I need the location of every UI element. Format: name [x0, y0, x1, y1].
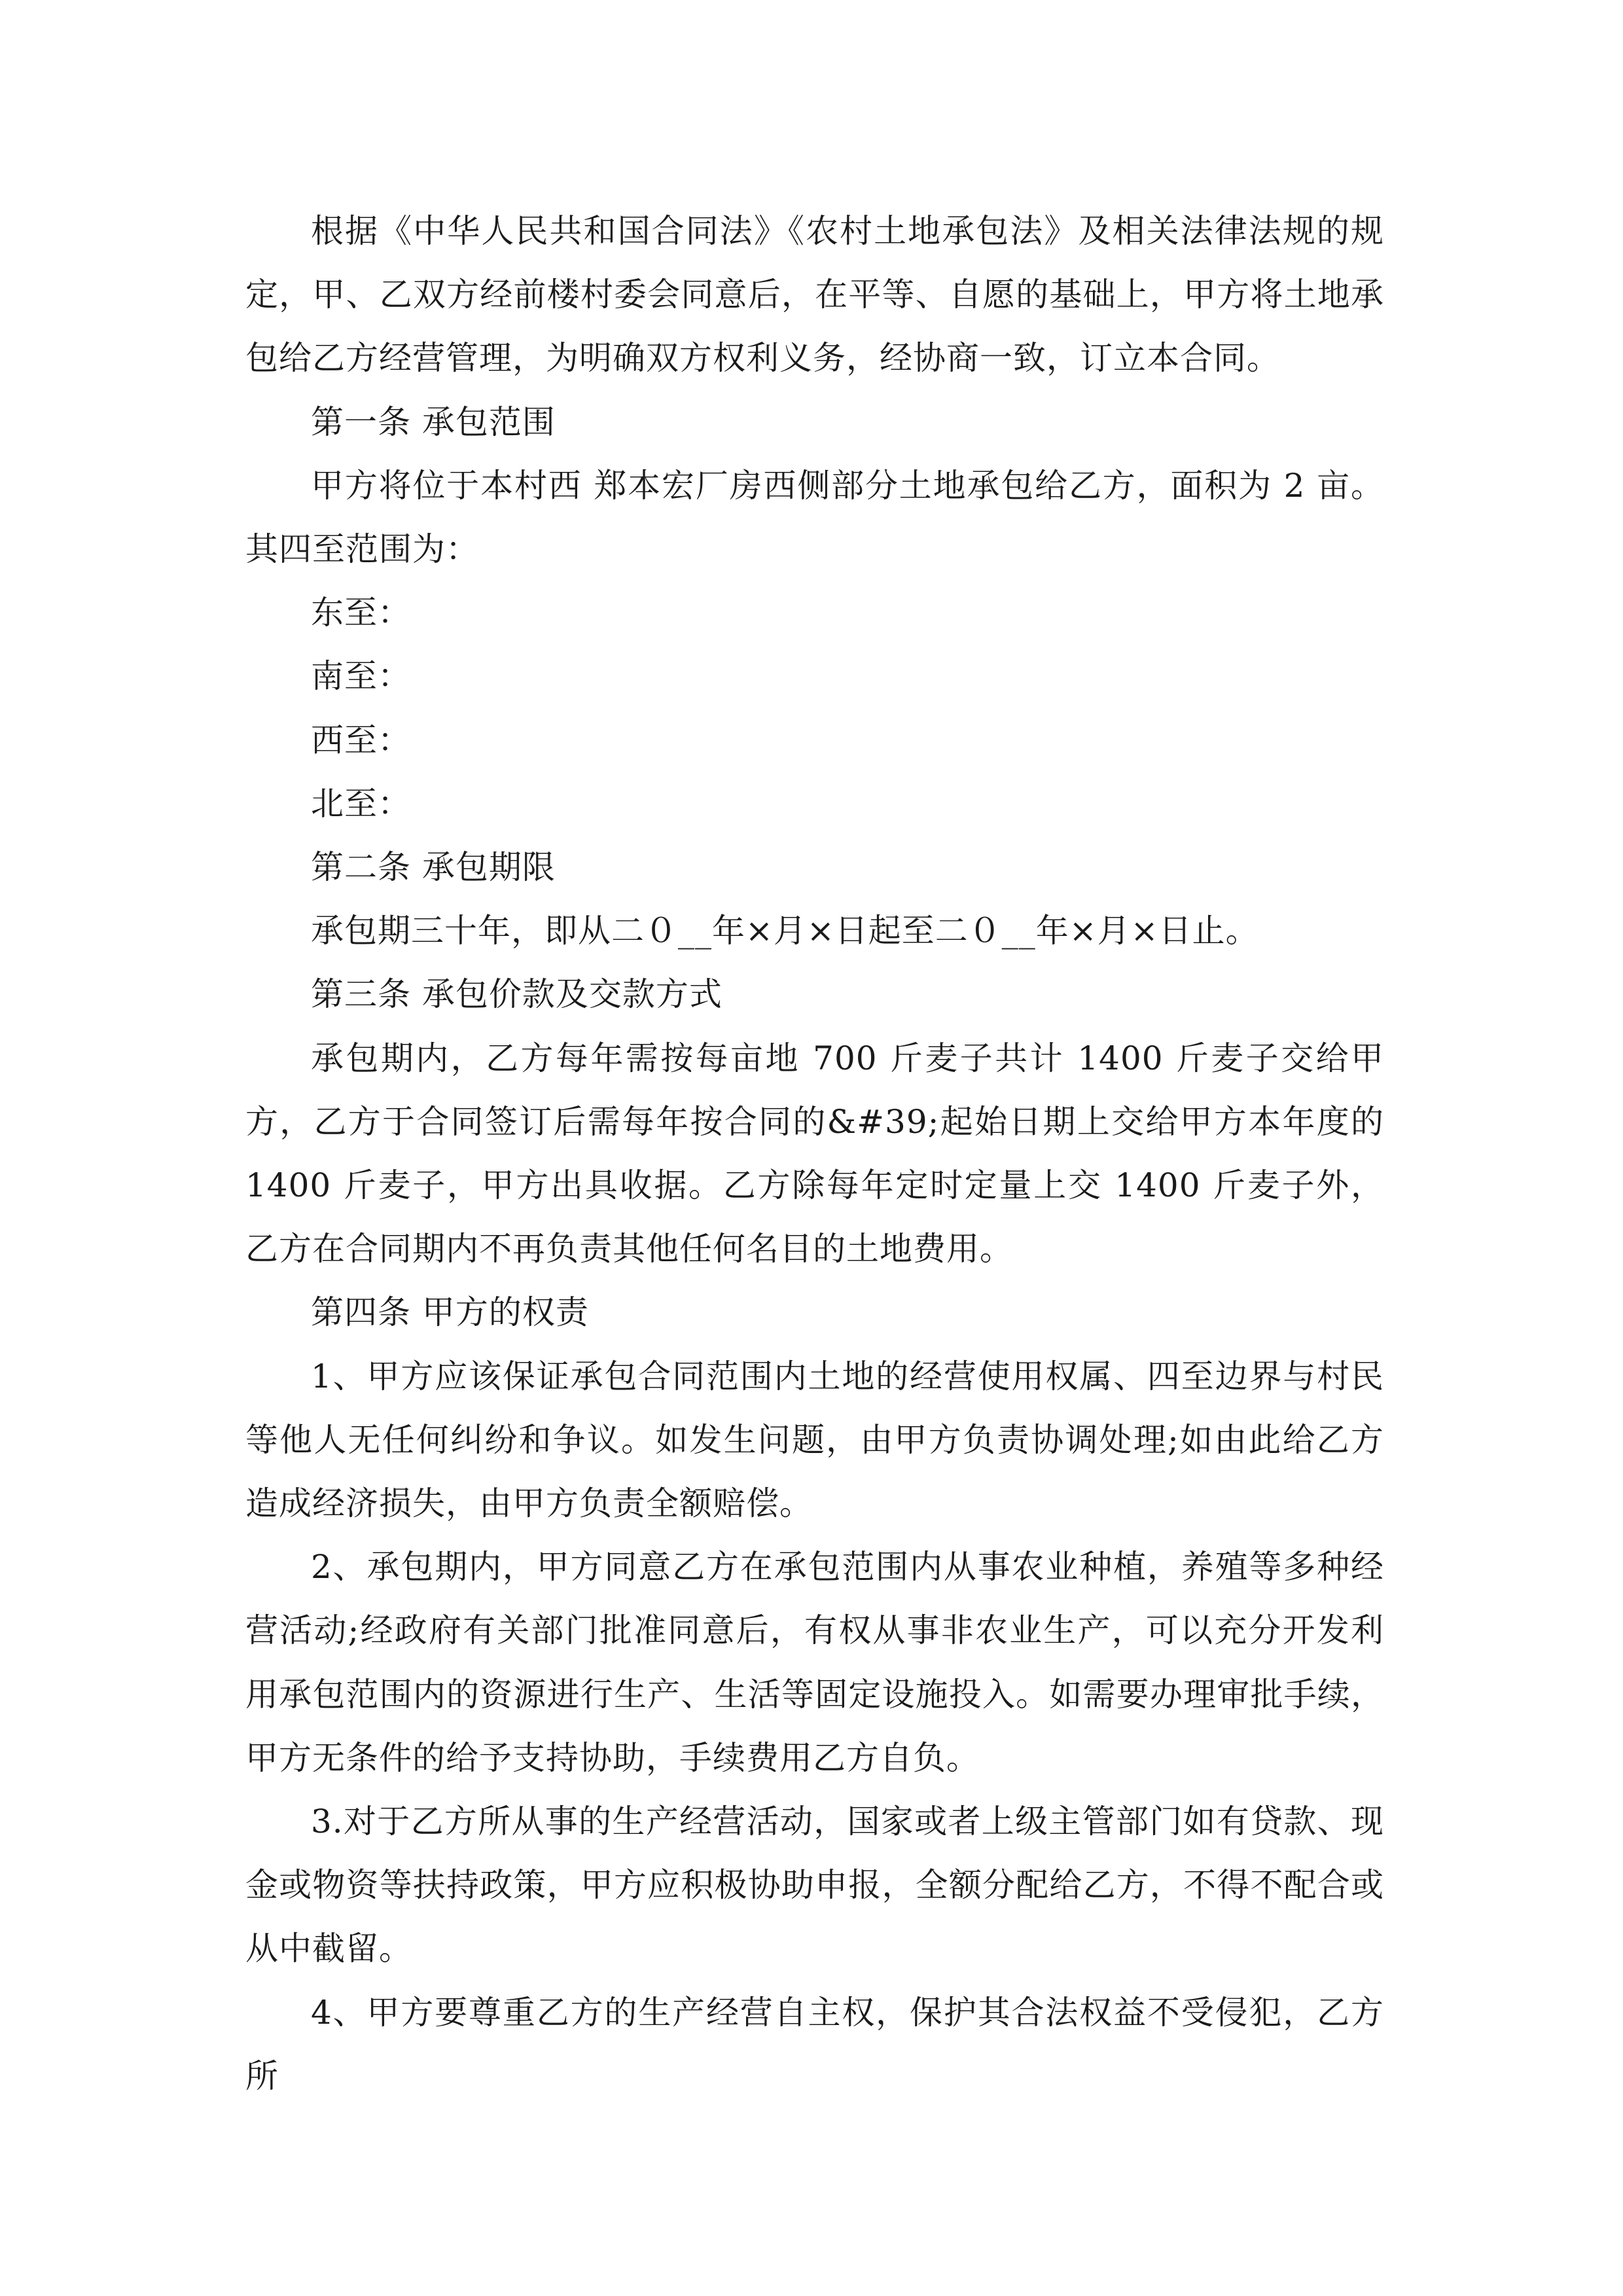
article-3-title: 第三条 承包价款及交款方式	[311, 975, 722, 1014]
article-2-title: 第二条 承包期限	[311, 848, 556, 887]
article-3-body: 承包期内，乙方每年需按每亩地 700 斤麦子共计 1400 斤麦子交给甲方，乙方于合同签订后需每年按合同的&#39;起始日期上交给甲方本年度的 1400 斤麦子，甲方出具收据。乙方除每年定时定量上交 1400 斤麦子外，乙方在合同期内不再负责其他任何名目的土地费用。	[245, 1039, 1384, 1268]
article-2-body: 承包期三十年，即从二０__年×月×日起至二０__年×月×日止。	[311, 912, 1259, 950]
boundary-east: 东至：	[311, 594, 411, 632]
article-1-title: 第一条 承包范围	[311, 403, 556, 441]
document-body	[245, 200, 1384, 2108]
article-4-title: 第四条 甲方的权责	[311, 1293, 589, 1332]
article-4-item-2: 2、承包期内，甲方同意乙方在承包范围内从事农业种植，养殖等多种经营活动;经政府有关部门批准同意后，有权从事非农业生产，可以充分开发利用承包范围内的资源进行生产、生活等固定设施投入。如需要办理审批手续，甲方无条件的给予支持协助，手续费用乙方自负。	[245, 1548, 1384, 1777]
intro-paragraph: 根据《中华人民共和国合同法》《农村土地承包法》及相关法律法规的规定，甲、乙双方经前楼村委会同意后，在平等、自愿的基础上，甲方将土地承包给乙方经营管理，为明确双方权利义务，经协商一致，订立本合同。	[245, 212, 1384, 378]
article-1-body: 甲方将位于本村西 郑本宏厂房西侧部分土地承包给乙方，面积为 2 亩。其四至范围为：	[245, 466, 1384, 569]
article-4-item-3: 3.对于乙方所从事的生产经营活动，国家或者上级主管部门如有贷款、现金或物资等扶持政策，甲方应积极协助申报，全额分配给乙方，不得不配合或从中截留。	[245, 1803, 1384, 1968]
boundary-north: 北至：	[311, 784, 411, 823]
article-4-item-1: 1、甲方应该保证承包合同范围内土地的经营使用权属、四至边界与村民等他人无任何纠纷和争议。如发生问题，由甲方负责协调处理;如由此给乙方造成经济损失，由甲方负责全额赔偿。	[245, 1357, 1384, 1523]
article-4-item-4: 4、甲方要尊重乙方的生产经营自主权，保护其合法权益不受侵犯，乙方所	[245, 1993, 1384, 2095]
boundary-south: 南至：	[311, 657, 411, 696]
boundary-west: 西至：	[311, 721, 411, 759]
